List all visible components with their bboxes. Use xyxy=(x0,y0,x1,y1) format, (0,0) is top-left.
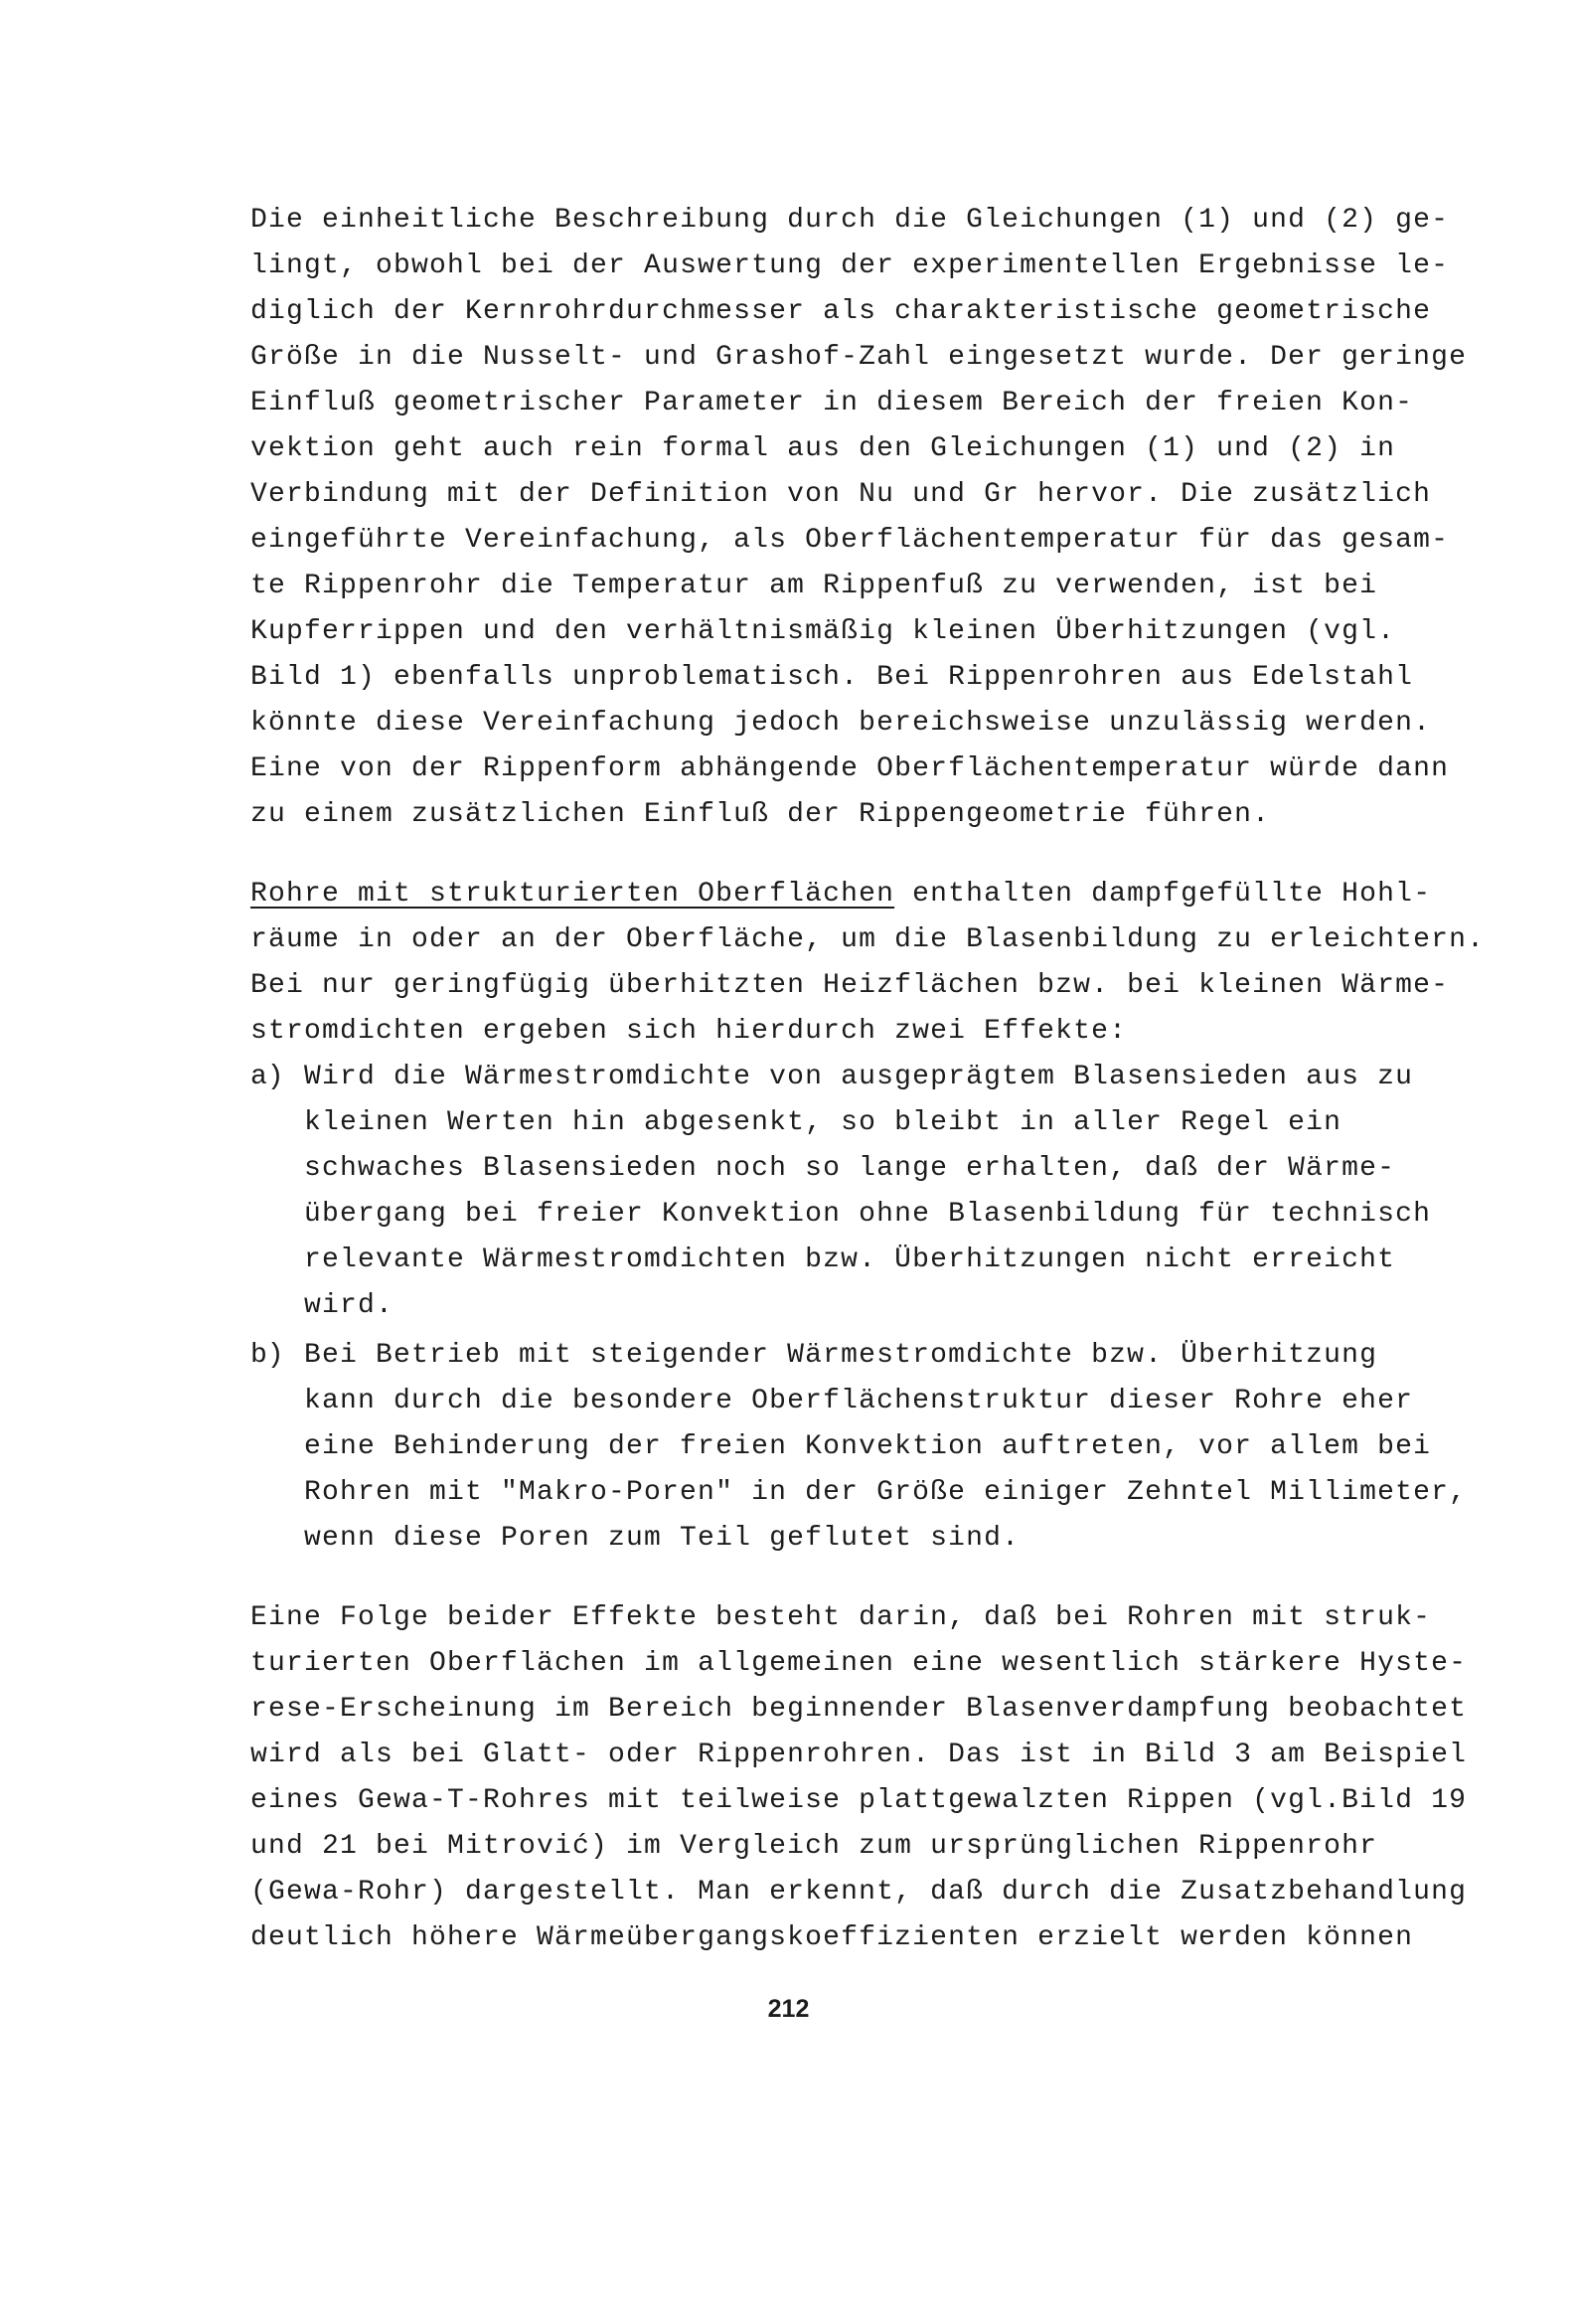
text-line: eine Behinderung der freien Konvektion auftreten, vor allem bei xyxy=(304,1431,1432,1462)
list-label: a) xyxy=(250,1062,284,1092)
text-line: räume in oder an der Oberfläche, um die Blasenbildung zu erleichtern. xyxy=(250,924,1486,955)
text-line: vektion geht auch rein formal aus den Gleichungen (1) und (2) in xyxy=(250,433,1396,464)
text-line: Eine Folge beider Effekte besteht darin, daß bei Rohren mit struk- xyxy=(250,1602,1432,1633)
text-line: relevante Wärmestromdichten bzw. Überhitzungen nicht erreicht xyxy=(304,1245,1396,1275)
text-line: turierten Oberflächen im allgemeinen eine wesentlich stärkere Hyste- xyxy=(250,1648,1468,1679)
text-line: wird. xyxy=(304,1290,394,1321)
text-line: (Gewa-Rohr) dargestellt. Man erkennt, daß durch die Zusatzbehandlung xyxy=(250,1877,1468,1908)
text-line: deutlich höhere Wärmeübergangskoeffizienten erzielt werden können xyxy=(250,1922,1414,1953)
text-line: eingeführte Vereinfachung, als Oberflächentemperatur für das gesam- xyxy=(250,525,1450,556)
text-line: und 21 bei Mitrović) im Vergleich zum ursprünglichen Rippenrohr xyxy=(250,1831,1378,1862)
text-line: te Rippenrohr die Temperatur am Rippenfuß zu verwenden, ist bei xyxy=(250,571,1378,601)
text-line: Einfluß geometrischer Parameter in diesem Bereich der freien Kon- xyxy=(250,388,1414,418)
text-line: diglich der Kernrohrdurchmesser als charakteristische geometrische xyxy=(250,296,1432,327)
text-line: kleinen Werten hin abgesenkt, so bleibt in aller Regel ein xyxy=(304,1107,1342,1138)
text-line: rese-Erscheinung im Bereich beginnender Blasenverdampfung beobachtet xyxy=(250,1694,1468,1725)
text-line xyxy=(250,878,1431,912)
text-line: Verbindung mit der Definition von Nu und Gr hervor. Die zusätzlich xyxy=(250,479,1432,510)
heading-continuation: enthalten dampfgefüllte Hohl- xyxy=(894,879,1432,910)
text-line: übergang bei freier Konvektion ohne Blasenbildung für technisch xyxy=(304,1199,1432,1230)
text-line: Die einheitliche Beschreibung durch die Gleichungen (1) und (2) ge- xyxy=(250,205,1450,236)
text-line: kann durch die besondere Oberflächenstruktur dieser Rohre eher xyxy=(304,1386,1414,1416)
text-line: Bei nur geringfügig überhitzten Heizflächen bzw. bei kleinen Wärme- xyxy=(250,970,1450,1001)
text-line: Kupferrippen und den verhältnismäßig kleinen Überhitzungen (vgl. xyxy=(250,616,1396,647)
text-line: Rohren mit "Makro-Poren" in der Größe einiger Zehntel Millimeter, xyxy=(304,1477,1468,1508)
text-line: eines Gewa-T-Rohres mit teilweise plattgewalzten Rippen (vgl.Bild 19 xyxy=(250,1785,1468,1816)
text-line: wenn diese Poren zum Teil geflutet sind. xyxy=(304,1523,1021,1554)
text-line: wird als bei Glatt- oder Rippenrohren. Das ist in Bild 3 am Beispiel xyxy=(250,1740,1468,1770)
text-line: lingt, obwohl bei der Auswertung der experimentellen Ergebnisse le- xyxy=(250,250,1450,281)
text-line: Eine von der Rippenform abhängende Oberflächentemperatur würde dann xyxy=(250,753,1450,784)
text-line: Größe in die Nusselt- und Grashof-Zahl eingesetzt wurde. Der geringe xyxy=(250,342,1468,373)
list-label: b) xyxy=(250,1340,284,1371)
text-line: Wird die Wärmestromdichte von ausgeprägtem Blasensieden aus zu xyxy=(304,1062,1414,1092)
text-line: zu einem zusätzlichen Einfluß der Rippengeometrie führen. xyxy=(250,799,1271,830)
text-line: schwaches Blasensieden noch so lange erhalten, daß der Wärme- xyxy=(304,1153,1396,1184)
text-line: Bild 1) ebenfalls unproblematisch. Bei Rippenrohren aus Edelstahl xyxy=(250,662,1414,693)
text-line: stromdichten ergeben sich hierdurch zwei Effekte: xyxy=(250,1016,1128,1047)
text-line: Bei Betrieb mit steigender Wärmestromdichte bzw. Überhitzung xyxy=(304,1340,1378,1371)
section-heading: Rohre mit strukturierten Oberflächen xyxy=(250,879,895,910)
text-line: könnte diese Vereinfachung jedoch bereichsweise unzulässig werden. xyxy=(250,708,1432,739)
page-number: 212 xyxy=(767,1995,810,2023)
